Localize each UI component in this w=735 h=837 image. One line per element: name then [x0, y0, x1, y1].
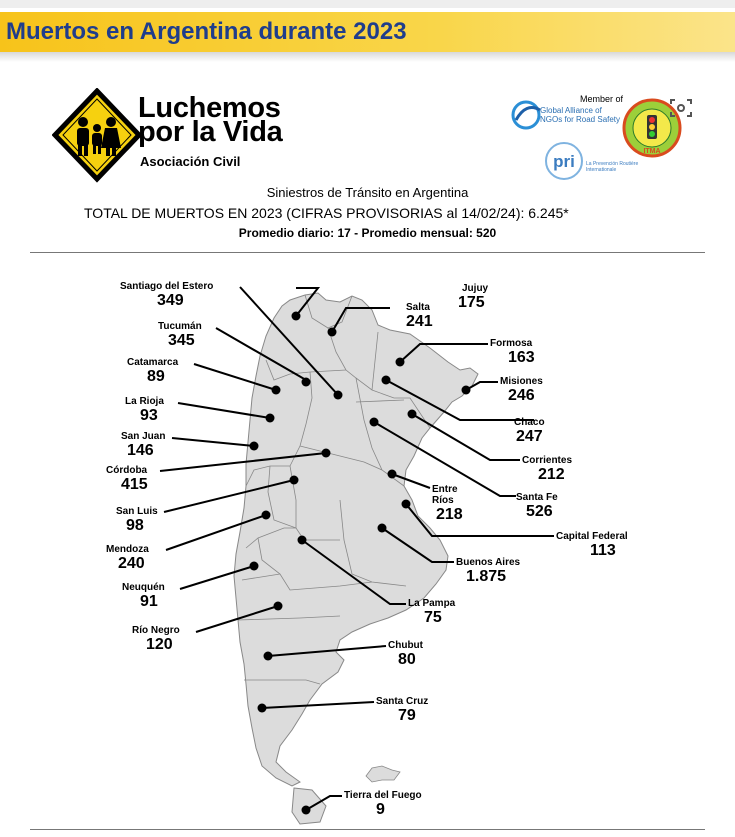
label-san-luis: San Luis 98 — [116, 506, 158, 534]
label-santa-cruz: Santa Cruz 79 — [376, 696, 429, 724]
page-title: Muertos en Argentina durante 2023 — [6, 18, 407, 45]
label-cordoba: Córdoba 415 — [106, 465, 148, 493]
label-rio-negro: Río Negro 120 — [132, 625, 180, 653]
total-deaths-line: TOTAL DE MUERTOS EN 2023 (CIFRAS PROVISORIAS al 14/02/24): 6.245* — [84, 205, 569, 221]
malvinas-islands — [366, 766, 400, 782]
member-of-label: Member of — [580, 94, 624, 104]
subtitle: Siniestros de Tránsito en Argentina — [266, 185, 469, 200]
label-chubut: Chubut 80 — [388, 640, 423, 668]
label-la-rioja: La Rioja 93 — [125, 396, 164, 424]
logo-line2: por la Vida — [138, 116, 283, 148]
label-corrientes: Corrientes 212 — [522, 455, 573, 483]
svg-text:pri: pri — [553, 152, 575, 171]
label-buenos-aires: Buenos Aires 1.875 — [456, 557, 521, 585]
logo-subtitle: Asociación Civil — [140, 154, 241, 169]
label-entre-rios: Entre Ríos 218 — [432, 484, 463, 523]
averages-line: Promedio diario: 17 - Promedio mensual: 520 — [238, 226, 497, 240]
label-chaco: Chaco 247 — [514, 417, 545, 445]
label-tierra-del-fuego: Tierra del Fuego 9 — [344, 790, 422, 818]
label-neuquen: Neuquén 91 — [122, 582, 165, 610]
pri-line1: La Prevención Routière — [586, 161, 639, 167]
label-san-juan: San Juan 146 — [121, 431, 166, 459]
label-salta: Salta 241 — [406, 302, 433, 330]
label-mendoza: Mendoza 240 — [106, 544, 149, 572]
label-santa-fe: Santa Fe 526 — [516, 492, 558, 520]
label-formosa: Formosa 163 — [490, 338, 535, 366]
itma-label: ITMA — [643, 148, 661, 155]
label-tucuman: Tucumán 345 — [158, 321, 202, 349]
label-jujuy: Jujuy 175 — [458, 283, 489, 311]
label-capital-federal: Capital Federal 113 — [556, 531, 628, 559]
pri-line2: Internationale — [586, 167, 617, 173]
label-la-pampa: La Pampa 75 — [408, 598, 456, 626]
global-alliance-line2: NGOs for Road Safety — [540, 115, 621, 124]
label-santiago-del-estero: Santiago del Estero 349 — [120, 281, 214, 309]
logo-line1: Luchemos — [138, 92, 281, 124]
map-outline — [234, 293, 478, 824]
global-alliance-line1: Global Alliance of — [540, 106, 602, 115]
label-catamarca: Catamarca 89 — [127, 357, 179, 385]
label-misiones: Misiones 246 — [500, 376, 543, 404]
